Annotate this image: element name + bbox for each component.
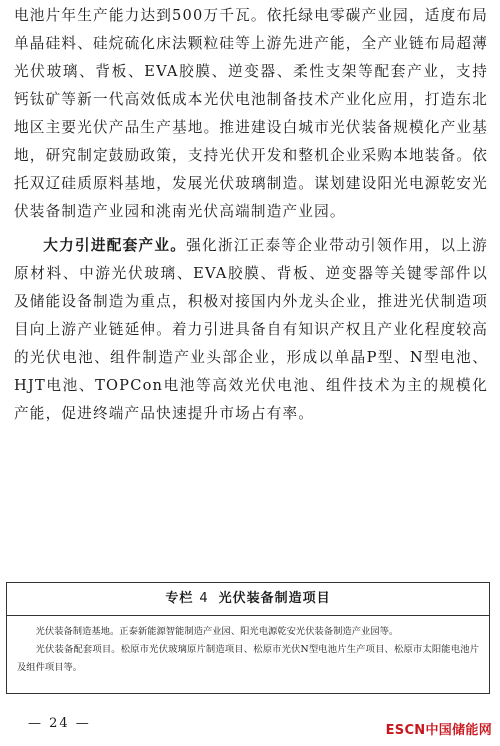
- column-title: 光伏装备制造项目: [218, 591, 331, 606]
- escn-logo: ESCN中国储能网: [385, 723, 492, 738]
- body-text: [14, 2, 488, 428]
- paragraph-2-text: 强化浙江正泰等企业带动引领作用，以上游原材料、中游光伏玻璃、EVA胶膜、背板、逆变器等关键零部件以及储能设备制造为重点，积极对接国内外龙头企业，推进光伏制造项目向上游产业链延伸。着力引进具备自有知识产权且产业化程度较高的光伏电池、组件制造产业头部企业，形成以单晶P型、N型电池、HJT电池、TOPCon电池等高效光伏电池、组件技术为主的规模化产能，促进终端产品快速提升市场占有率。: [14, 237, 488, 422]
- paragraph-1: 电池片年生产能力达到500万千瓦。依托绿电零碳产业园，适度布局单晶硅料、硅烷硫化床法颗粒硅等上游先进产能，全产业链布局超薄光伏玻璃、背板、EVA胶膜、逆变器、柔性支架等配套产业，支持钙钛矿等新一代高效低成本光伏电池制备技术产业化应用，打造东北地区主要光伏产品生产基地。推进建设白城市光伏装备规模化产业基地，研究制定鼓励政策，支持光伏开发和整机企业采购本地装备。依托双辽硅质原料基地，发展光伏玻璃制造。谋划建设阳光电源乾安光伏装备制造产业园和洮南光伏高端制造产业园。: [14, 7, 488, 220]
- column-item-1: 光伏装备制造基地。正泰新能源智能制造产业园、阳光电源乾安光伏装备制造产业园等。: [35, 626, 399, 637]
- column-box: [6, 582, 490, 694]
- column-box-body: [17, 623, 479, 677]
- column-box-divider: [7, 615, 489, 616]
- page-number: — 24 —: [28, 716, 91, 731]
- column-item-2: 光伏装备配套项目。松原市光伏玻璃原片制造项目、松原市光伏N型电池片生产项目、松原市太阳能电池片及组件项目等。: [17, 644, 479, 673]
- paragraph-2: [14, 232, 488, 428]
- paragraph-2-lead: 大力引进配套产业。: [43, 237, 187, 254]
- column-label: 专栏: [165, 591, 194, 606]
- column-box-title: [7, 587, 489, 606]
- column-number: 4: [199, 591, 209, 606]
